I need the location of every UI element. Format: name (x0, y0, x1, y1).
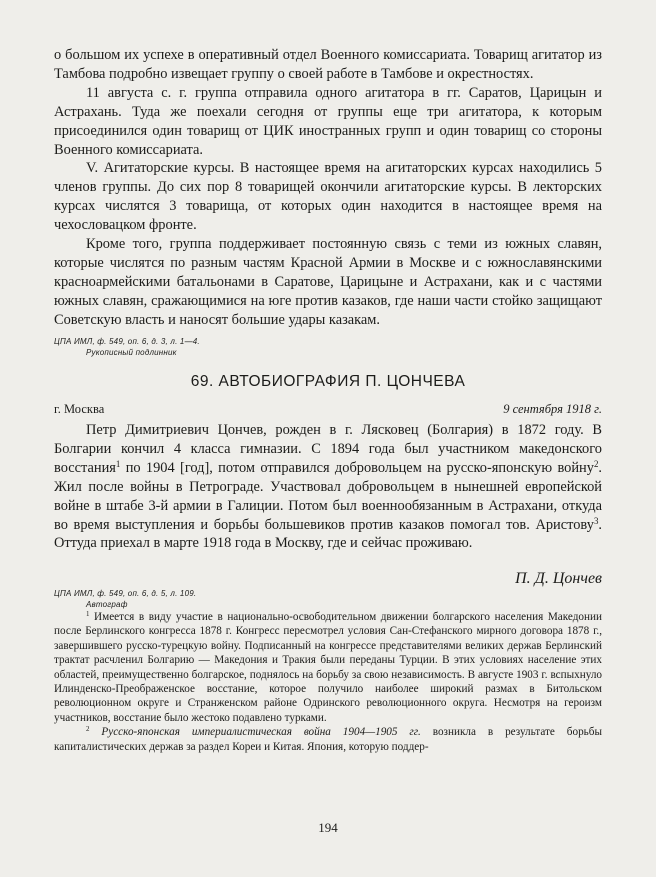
paragraph-2: 11 августа с. г. группа отправила одного агитатора в гг. Саратов, Царицын и Астрахань. Туда же поехали сегодня от группы еще три агитатора, к которым присоединился один товарищ от ЦИК иностранных групп и один товарищ со стороны Военного комиссариата. (54, 84, 602, 158)
archive-reference: ЦПА ИМЛ, ф. 549, оп. 6, д. 5, л. 109. (54, 589, 197, 598)
footnote-1 (54, 610, 602, 725)
paragraph-3: V. Агитаторские курсы. В настоящее время на агитаторских курсах находились 5 членов группы. До сих пор 8 товарищей окончили агитаторские курсы. В лекторских курсах числятся 3 товарища, от которых один находится в настоящее время на чехословацком фронте. (54, 160, 602, 234)
autobiography-paragraph (54, 421, 602, 553)
text-segment: . Оттуда приехал в марте 1918 года в Москву, где и сейчас проживаю. (54, 516, 602, 552)
footnote-number: 2 (86, 725, 90, 734)
paragraph-4: Кроме того, группа поддерживает постоянную связь с теми из южных славян, которые числятся по разным частям Красной Армии в Москве и с южнославянскими красноармейскими батальонами в Саратове, Царицыне и Астрахани, как и с частями южных славян, сражающимися на юге против казаков, где наши части стойко защищают Советскую власть и наносят большие удары казакам. (54, 236, 602, 328)
footnote-ref-1: 1 (115, 458, 121, 469)
body-text (54, 46, 602, 330)
paragraph-1: о большом их успехе в оперативный отдел Военного комиссариата. Товарищ агитатор из Тамбова подробно извещает группу о своей работе в Тамбове и окрестностях. (54, 47, 602, 82)
dateline (54, 402, 602, 417)
footnote-text: возникла в результате борьбы капиталистических держав за раздел Кореи и Китая. Япония, которую поддер- (54, 726, 602, 753)
archive-type: Рукописный подлинник (86, 348, 177, 357)
footnote-ref-2: 2 (593, 458, 599, 469)
date-label: 9 сентября 1918 г. (503, 402, 602, 416)
footnote-italic-text: Русско-японская империалистическая война 1904—1905 гг. (89, 726, 421, 739)
archive-type: Автограф (86, 600, 128, 609)
text-segment: . Жил после войны в Петрограде. Участвовал добровольцем в нынешней европейской войне в штабе 3-й армии в Галиции. Потом был военнообязанным в Астрахани, откуда во время выступления и борьбы большевиков против казаков помогал тов. Аристову (54, 459, 602, 533)
footnote-ref-3: 3 (593, 515, 599, 526)
footnote-text: Имеется в виду участие в национально-освободительном движении болгарского населения Македонии после Берлинского конгресса 1878 г. Конгресс пересмотрел условия Сан-Стефанского мирного договора 1878 г., завершившего русско-турецкую войну. Подписанный на конгрессе представителями великих держав Берлинский трактат расчленил Болгарию — Македония и Тракия были переданы Турции. В этих условиях население этих областей, преимущественно болгарское, поднялось на борьбу за свою независимость. В августе 1903 г. вспыхнуло Илинденско-Преображенское восстание, которое получило наиболее широкий размах в Битольском революционном округе и Странженском районе Одринского революционного округа. Несмотря на героизм участников, восстание было жестоко подавлено турками. (54, 611, 602, 724)
footnote-2 (54, 725, 602, 754)
text-segment: Петр Димитриевич Цончев, рожден в г. Лясковец (Болгария) в 1872 году. В Болгарии кончил 4 класса гимназии. С 1894 года был участником македонского восстания (54, 422, 602, 476)
signature: П. Д. Цончев (515, 570, 602, 587)
footnote-number: 1 (86, 610, 90, 619)
footnotes (54, 610, 602, 754)
document-title: 69. АВТОБИОГРАФИЯ П. ЦОНЧЕВА (190, 373, 466, 390)
archive-source-1 (54, 336, 602, 358)
place-label: г. Москва (54, 402, 105, 416)
archive-reference: ЦПА ИМЛ, ф. 549, оп. 6, д. 3, л. 1—4. (54, 337, 200, 346)
archive-source-2 (54, 588, 602, 610)
text-segment: по 1904 [год], потом отправился добровольцем на русско-японскую войну (120, 459, 594, 476)
autobiography-text (54, 421, 602, 553)
page-number: 194 (318, 820, 338, 835)
